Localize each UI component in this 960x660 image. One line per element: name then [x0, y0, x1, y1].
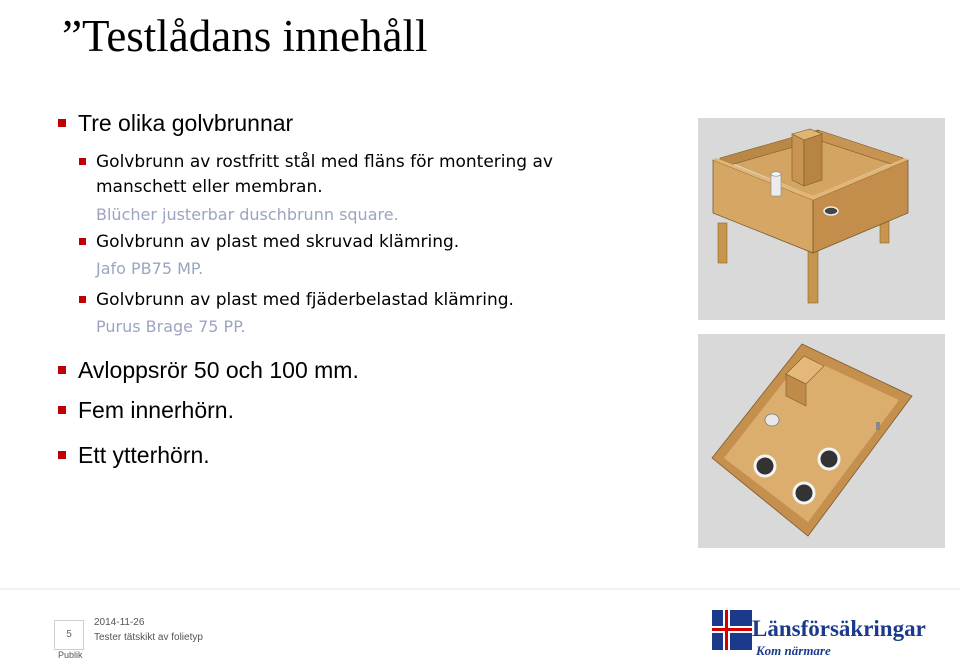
slide-divider [0, 588, 960, 590]
bullet-marker [79, 158, 86, 165]
logo-flag-icon [712, 610, 752, 650]
bullet-item: Golvbrunn av plast med skruvad klämring. [96, 232, 460, 252]
product-name: Purus Brage 75 PP. [96, 317, 246, 336]
bullet-item: Fem innerhörn. [78, 397, 234, 423]
bullet-marker [79, 296, 86, 303]
slide-title: ”Testlådans innehåll [62, 11, 428, 61]
test-box-perspective-image [698, 118, 945, 320]
logo-name: Länsförsäkringar [752, 616, 926, 641]
test-box-perspective-drawing [698, 118, 945, 320]
test-box-top-view-drawing [698, 334, 945, 548]
page-number: 5 [54, 620, 84, 650]
bullet-marker [58, 406, 66, 414]
classification-label: Publik [58, 650, 83, 660]
bullet-item: Golvbrunn av plast med fjäderbelastad klämring. [96, 290, 514, 310]
bullet-item: Avloppsrör 50 och 100 mm. [78, 357, 359, 383]
bullet-marker [58, 451, 66, 459]
product-name: Blücher justerbar duschbrunn square. [96, 205, 399, 224]
product-name: Jafo PB75 MP. [96, 259, 204, 278]
bullet-item: Golvbrunn av rostfritt stål med fläns för montering av [96, 152, 553, 172]
bullet-marker [58, 119, 66, 127]
bullet-item-continuation: manschett eller membran. [96, 177, 323, 197]
lansforsakringar-logo [712, 606, 942, 660]
footer-subtitle: Tester tätskikt av folietyp [94, 632, 203, 643]
test-box-top-view-image [698, 334, 945, 548]
bullet-marker [58, 366, 66, 374]
bullet-item: Tre olika golvbrunnar [78, 110, 294, 136]
bullet-item: Ett ytterhörn. [78, 442, 210, 468]
bullet-marker [79, 238, 86, 245]
footer-date: 2014-11-26 [94, 617, 145, 628]
logo-tagline: Kom närmare [756, 643, 831, 658]
